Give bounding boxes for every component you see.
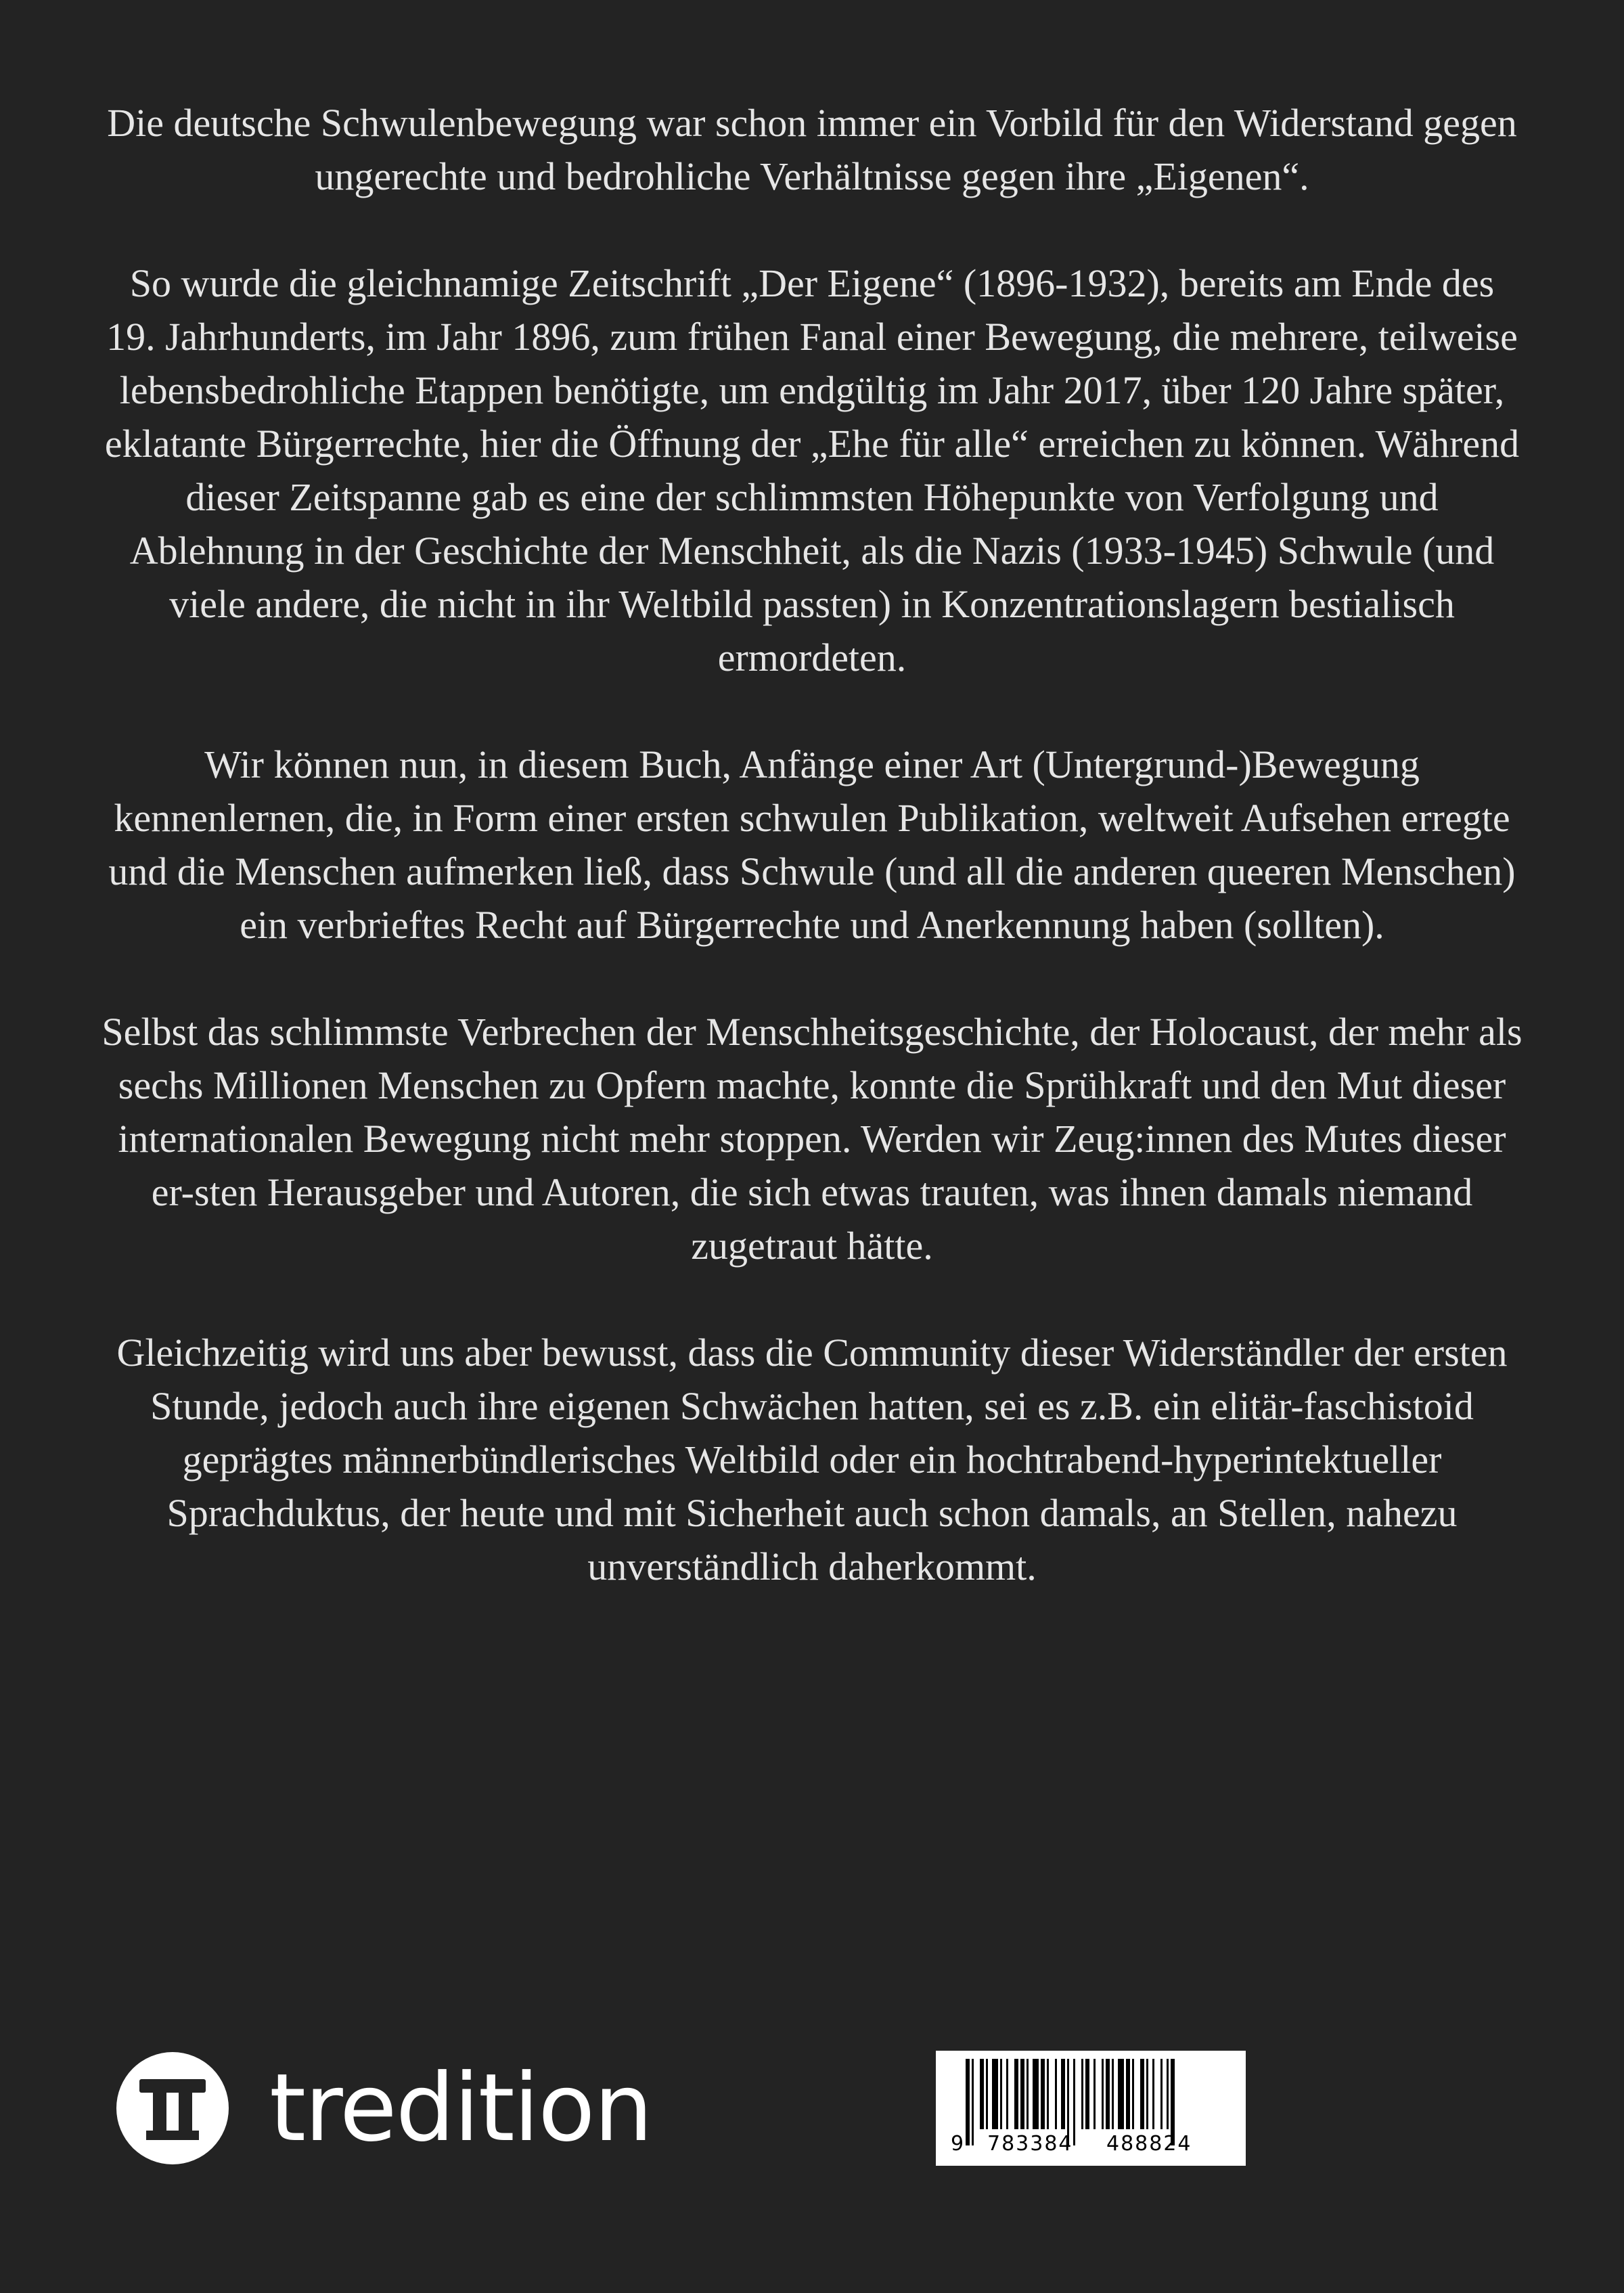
- publisher-logo: [116, 2051, 652, 2166]
- tredition-t-logo-icon: [116, 2052, 229, 2164]
- blurb-paragraph-4: Selbst das schlimmste Verbrechen der Menschheitsgeschichte, der Holocaust, der mehr als sechs Millionen Menschen zu Opfern machte, konnte die Sprühkraft und den Mut dieser internationalen Bewegung nicht mehr stoppen. Werden wir Zeug:innen des Mutes dieser er-sten Herausgeber und Autoren, die sich etwas trauten, was ihnen damals niemand zugetraut hätte.: [102, 1010, 1522, 1268]
- isbn-barcode: [936, 2051, 1246, 2166]
- blurb-paragraph-5: Gleichzeitig wird uns aber bewusst, dass die Community dieser Widerständler der ersten Stunde, jedoch auch ihre eigenen Schwächen hatten, sei es z.B. ein elitär-faschistoid geprägtes männerbündlerisches Weltbild oder ein hochtrabend-hyperintektueller Sprachduktus, der heute und mit Sicherheit auch schon damals, an Stellen, nahezu unverständlich daherkommt.: [116, 1331, 1508, 1588]
- blurb-paragraph-3: Wir können nun, in diesem Buch, Anfänge einer Art (Untergrund-)Bewegung kennenlernen, die, in Form einer ersten schwulen Publikation, weltweit Aufsehen erregte und die Menschen aufmerken ließ, dass Schwule (und all die anderen queeren Menschen) ein verbrieftes Recht auf Bürgerrechte und Anerkennung haben (sollten).: [108, 742, 1516, 947]
- publisher-name: tredition: [269, 2053, 652, 2162]
- blurb-paragraph-1: Die deutsche Schwulenbewegung war schon immer ein Vorbild für den Widerstand gegen ungerechte und bedrohliche Verhältnisse gegen ihre „Eigenen“.: [107, 101, 1517, 198]
- back-cover-blurb: [102, 96, 1522, 1593]
- barcode-bars: [936, 2051, 1246, 2166]
- isbn-right-digits: 488824: [1106, 2132, 1192, 2156]
- blurb-paragraph-2: So wurde die gleichnamige Zeitschrift „Der Eigene“ (1896-1932), bereits am Ende des 19. Jahrhunderts, im Jahr 1896, zum frühen Fanal einer Bewegung, die mehrere, teilweise lebensbedrohliche Etappen benötigte, um endgültig im Jahr 2017, über 120 Jahre später, eklatante Bürgerrechte, hier die Öffnung der „Ehe für alle“ erreichen zu können. Während dieser Zeitspanne gab es eine der schlimmsten Höhepunkte von Verfolgung und Ablehnung in der Geschichte der Menschheit, als die Nazis (1933-1945) Schwule (und viele andere, die nicht in ihr Weltbild passten) in Konzentrationslagern bestialisch ermordeten.: [104, 261, 1520, 680]
- isbn-prefix-digit: 9: [951, 2132, 964, 2156]
- isbn-left-digits: 783384: [987, 2132, 1073, 2156]
